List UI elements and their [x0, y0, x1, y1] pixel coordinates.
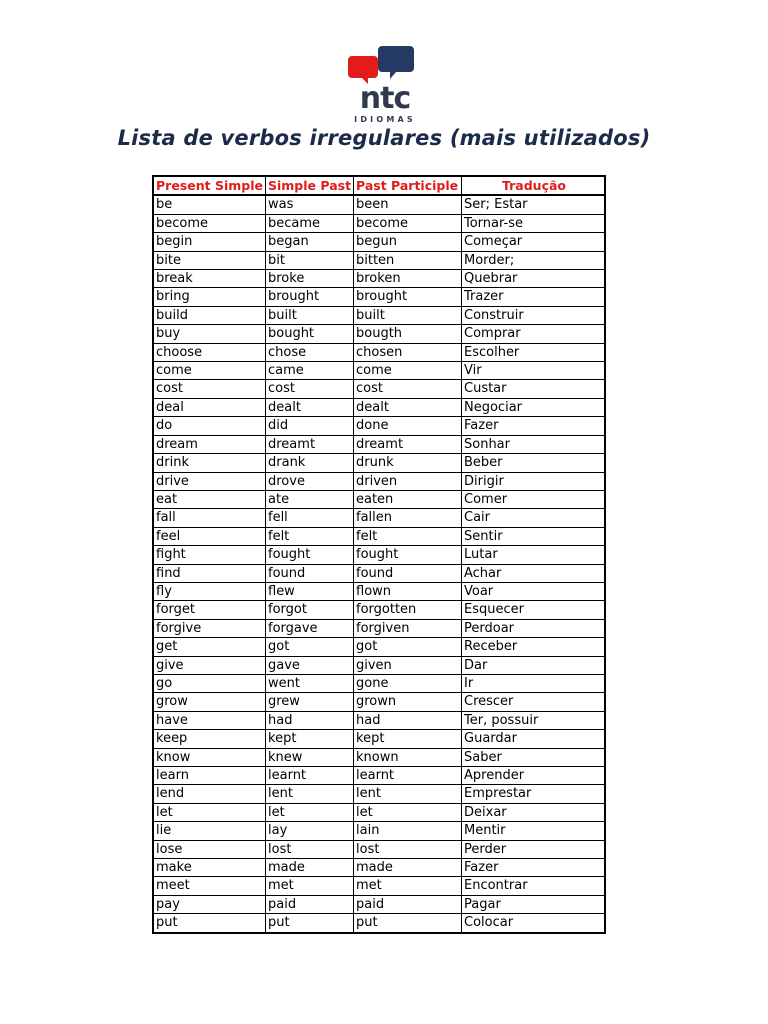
cell-traducao: Comprar [462, 325, 604, 343]
table-row [154, 638, 604, 656]
cell-present-simple: meet [154, 877, 266, 895]
cell-past-participle: made [354, 859, 462, 877]
table-row [154, 841, 604, 859]
cell-simple-past: put [266, 914, 354, 931]
cell-traducao: Sonhar [462, 436, 604, 454]
cell-simple-past: let [266, 804, 354, 822]
cell-simple-past: ate [266, 491, 354, 509]
cell-past-participle: gone [354, 675, 462, 693]
cell-traducao: Encontrar [462, 877, 604, 895]
cell-traducao: Comer [462, 491, 604, 509]
cell-simple-past: felt [266, 528, 354, 546]
cell-present-simple: drink [154, 454, 266, 472]
table-row [154, 693, 604, 711]
cell-present-simple: cost [154, 380, 266, 398]
cell-present-simple: become [154, 215, 266, 233]
table-row [154, 362, 604, 380]
cell-traducao: Quebrar [462, 270, 604, 288]
cell-past-participle: eaten [354, 491, 462, 509]
cell-simple-past: fell [266, 509, 354, 527]
cell-present-simple: let [154, 804, 266, 822]
cell-past-participle: bougth [354, 325, 462, 343]
cell-traducao: Construir [462, 307, 604, 325]
cell-simple-past: found [266, 565, 354, 583]
cell-past-participle: lent [354, 785, 462, 803]
page-title: Lista de verbos irregulares (mais utilizados) [117, 126, 651, 150]
table-header-row [154, 177, 604, 196]
cell-present-simple: find [154, 565, 266, 583]
table-row [154, 914, 604, 931]
cell-traducao: Deixar [462, 804, 604, 822]
cell-simple-past: gave [266, 657, 354, 675]
table-row [154, 601, 604, 619]
cell-traducao: Esquecer [462, 601, 604, 619]
cell-present-simple: forget [154, 601, 266, 619]
svg-text:IDIOMAS: IDIOMAS [354, 115, 416, 124]
table-row [154, 583, 604, 601]
cell-traducao: Ser; Estar [462, 196, 604, 214]
irregular-verbs-table [152, 175, 606, 934]
cell-past-participle: put [354, 914, 462, 931]
cell-traducao: Morder; [462, 252, 604, 270]
cell-past-participle: become [354, 215, 462, 233]
cell-present-simple: grow [154, 693, 266, 711]
cell-present-simple: fly [154, 583, 266, 601]
cell-simple-past: brought [266, 288, 354, 306]
table-row [154, 730, 604, 748]
cell-present-simple: drive [154, 473, 266, 491]
cell-traducao: Ter, possuir [462, 712, 604, 730]
cell-past-participle: forgiven [354, 620, 462, 638]
table-row [154, 270, 604, 288]
cell-past-participle: fallen [354, 509, 462, 527]
table-row [154, 233, 604, 251]
cell-past-participle: done [354, 417, 462, 435]
cell-traducao: Começar [462, 233, 604, 251]
cell-simple-past: grew [266, 693, 354, 711]
cell-simple-past: drove [266, 473, 354, 491]
cell-past-participle: begun [354, 233, 462, 251]
cell-traducao: Lutar [462, 546, 604, 564]
column-header-past-participle: Past Participle [354, 177, 462, 196]
cell-simple-past: went [266, 675, 354, 693]
cell-traducao: Receber [462, 638, 604, 656]
cell-present-simple: choose [154, 344, 266, 362]
cell-simple-past: became [266, 215, 354, 233]
cell-past-participle: known [354, 749, 462, 767]
cell-traducao: Ir [462, 675, 604, 693]
cell-past-participle: fought [354, 546, 462, 564]
cell-present-simple: buy [154, 325, 266, 343]
table-row [154, 252, 604, 270]
cell-traducao: Perder [462, 841, 604, 859]
cell-simple-past: began [266, 233, 354, 251]
cell-present-simple: lend [154, 785, 266, 803]
cell-traducao: Voar [462, 583, 604, 601]
cell-traducao: Vir [462, 362, 604, 380]
cell-present-simple: keep [154, 730, 266, 748]
cell-traducao: Guardar [462, 730, 604, 748]
cell-traducao: Colocar [464, 915, 514, 931]
cell-present-simple: build [154, 307, 266, 325]
table-row [154, 565, 604, 583]
cell-traducao: Negociar [462, 399, 604, 417]
cell-simple-past: did [266, 417, 354, 435]
cell-present-simple: make [154, 859, 266, 877]
table-row [154, 344, 604, 362]
cell-past-participle: felt [354, 528, 462, 546]
cell-present-simple: give [154, 657, 266, 675]
cell-simple-past: built [266, 307, 354, 325]
cell-traducao: Aprender [462, 767, 604, 785]
cell-present-simple: go [154, 675, 266, 693]
table-row [154, 767, 604, 785]
cell-simple-past: chose [266, 344, 354, 362]
cell-present-simple: get [154, 638, 266, 656]
cell-present-simple: pay [154, 896, 266, 914]
cell-simple-past: bit [266, 252, 354, 270]
cell-simple-past: dealt [266, 399, 354, 417]
cell-traducao: Achar [462, 565, 604, 583]
table-row [154, 896, 604, 914]
table-row [154, 528, 604, 546]
cell-traducao: Dar [462, 657, 604, 675]
cell-present-simple: deal [154, 399, 266, 417]
cell-simple-past: learnt [266, 767, 354, 785]
cell-traducao: Custar [462, 380, 604, 398]
table-row [154, 822, 604, 840]
cell-present-simple: do [154, 417, 266, 435]
table-row [154, 785, 604, 803]
cell-traducao: Saber [462, 749, 604, 767]
cell-traducao: Pagar [462, 896, 604, 914]
table-row [154, 877, 604, 895]
cell-simple-past: got [266, 638, 354, 656]
cell-simple-past: had [266, 712, 354, 730]
table-row [154, 657, 604, 675]
cell-past-participle: paid [354, 896, 462, 914]
column-header-present-simple: Present Simple [154, 177, 266, 196]
cell-traducao: Beber [462, 454, 604, 472]
cell-past-participle: lost [354, 841, 462, 859]
cell-past-participle: driven [354, 473, 462, 491]
column-header-traducao: Tradução [462, 177, 604, 196]
cell-simple-past: cost [266, 380, 354, 398]
cell-past-participle: been [354, 196, 462, 214]
cell-simple-past: forgave [266, 620, 354, 638]
cell-present-simple: feel [154, 528, 266, 546]
cell-traducao: Crescer [462, 693, 604, 711]
cell-past-participle: dealt [354, 399, 462, 417]
cell-traducao: Trazer [462, 288, 604, 306]
cell-traducao: Fazer [462, 859, 604, 877]
table-row [154, 804, 604, 822]
cell-present-simple: eat [154, 491, 266, 509]
cell-simple-past: broke [266, 270, 354, 288]
cell-past-participle: brought [354, 288, 462, 306]
cell-simple-past: knew [266, 749, 354, 767]
cell-traducao: Sentir [462, 528, 604, 546]
table-row [154, 859, 604, 877]
cell-simple-past: lent [266, 785, 354, 803]
cell-past-participle: got [354, 638, 462, 656]
table-row [154, 491, 604, 509]
cell-present-simple: have [154, 712, 266, 730]
cell-present-simple: bring [154, 288, 266, 306]
cell-past-participle: broken [354, 270, 462, 288]
cell-simple-past: fought [266, 546, 354, 564]
cell-present-simple: be [154, 196, 266, 214]
cell-past-participle: found [354, 565, 462, 583]
table-row [154, 380, 604, 398]
cell-simple-past: lost [266, 841, 354, 859]
cell-simple-past: lay [266, 822, 354, 840]
cell-past-participle: let [354, 804, 462, 822]
cell-traducao: Perdoar [462, 620, 604, 638]
table-row [154, 215, 604, 233]
table-row [154, 546, 604, 564]
cell-past-participle: forgotten [354, 601, 462, 619]
table-row [154, 620, 604, 638]
cell-simple-past: paid [266, 896, 354, 914]
cell-traducao: Mentir [462, 822, 604, 840]
cell-past-participle: drunk [354, 454, 462, 472]
table-row [154, 417, 604, 435]
table-row [154, 473, 604, 491]
cell-simple-past: met [266, 877, 354, 895]
table-row [154, 454, 604, 472]
table-row [154, 712, 604, 730]
cell-present-simple: begin [154, 233, 266, 251]
cell-past-participle: dreamt [354, 436, 462, 454]
cell-past-participle: had [354, 712, 462, 730]
table-row [154, 749, 604, 767]
cell-traducao: Escolher [462, 344, 604, 362]
cell-present-simple: learn [154, 767, 266, 785]
cell-simple-past: forgot [266, 601, 354, 619]
cell-past-participle: learnt [354, 767, 462, 785]
table-row [154, 675, 604, 693]
cell-present-simple: bite [154, 252, 266, 270]
cell-traducao: Dirigir [462, 473, 604, 491]
cell-past-participle: come [354, 362, 462, 380]
table-row [154, 436, 604, 454]
cell-present-simple: forgive [154, 620, 266, 638]
table-row [154, 288, 604, 306]
cell-present-simple: fight [154, 546, 266, 564]
cell-traducao: Tornar-se [462, 215, 604, 233]
cell-past-participle: built [354, 307, 462, 325]
cell-simple-past: dreamt [266, 436, 354, 454]
cell-traducao: Cair [462, 509, 604, 527]
cell-past-participle: grown [354, 693, 462, 711]
cell-present-simple: lose [154, 841, 266, 859]
cell-simple-past: made [266, 859, 354, 877]
ntc-idiomas-logo [334, 42, 436, 126]
cell-present-simple: come [154, 362, 266, 380]
cell-present-simple: break [154, 270, 266, 288]
cell-past-participle: cost [354, 380, 462, 398]
svg-text:ntc: ntc [359, 81, 411, 116]
cell-past-participle: met [354, 877, 462, 895]
cell-present-simple: know [154, 749, 266, 767]
cell-simple-past: was [266, 196, 354, 214]
cell-traducao: Fazer [462, 417, 604, 435]
cell-past-participle: bitten [354, 252, 462, 270]
table-row [154, 399, 604, 417]
cell-simple-past: bought [266, 325, 354, 343]
cell-present-simple: fall [154, 509, 266, 527]
cell-past-participle: lain [354, 822, 462, 840]
column-header-simple-past: Simple Past [266, 177, 354, 196]
table-row [154, 196, 604, 214]
cell-past-participle: kept [354, 730, 462, 748]
table-row [154, 307, 604, 325]
cell-past-participle: given [354, 657, 462, 675]
cell-simple-past: kept [266, 730, 354, 748]
cell-present-simple: dream [154, 436, 266, 454]
cell-simple-past: flew [266, 583, 354, 601]
cell-past-participle: chosen [354, 344, 462, 362]
table-row [154, 325, 604, 343]
cell-present-simple: lie [154, 822, 266, 840]
speech-bubbles-logo-icon [334, 42, 436, 126]
cell-past-participle: flown [354, 583, 462, 601]
cell-traducao: Emprestar [462, 785, 604, 803]
cell-simple-past: came [266, 362, 354, 380]
cell-present-simple: put [154, 914, 266, 931]
table-row [154, 509, 604, 527]
cell-simple-past: drank [266, 454, 354, 472]
table-body [154, 196, 604, 931]
